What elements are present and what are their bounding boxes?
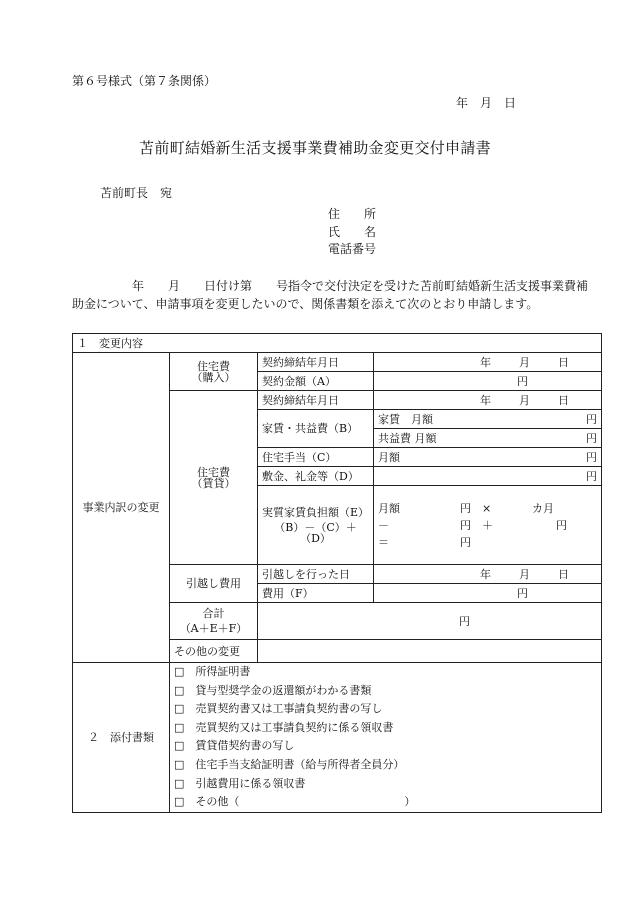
business-breakdown-label: 事業内訳の変更 <box>73 353 170 663</box>
deposit-label: 敷金、礼金等（D） <box>258 467 374 486</box>
attachment-item[interactable]: □ その他（ ） <box>174 795 416 809</box>
purchase-contract-date-label: 契約締結年月日 <box>258 353 374 372</box>
application-date: 年 月 日 <box>456 96 517 110</box>
housing-allowance-label: 住宅手当（C） <box>258 448 374 467</box>
attachment-item[interactable]: □ 引越費用に係る領収書 <box>174 776 306 790</box>
body-text: 年 月 日付け第 号指令で交付決定を受けた苫前町結婚新生活支援事業費補助金について、申請事項を変更したいので、関係書類を添えて次のとおり申請します。 <box>72 279 589 311</box>
moving-label: 引越し費用 <box>170 565 258 603</box>
actual-rent-calculation[interactable]: 月額 円 × カ月 － 円 ＋ 円 ＝ 円 <box>374 486 602 565</box>
total-label: 合計 （A＋E＋F） <box>170 603 258 640</box>
housing-allowance-field[interactable]: 月額 円 <box>374 448 602 467</box>
purchase-amount-field[interactable]: 円 <box>374 372 602 391</box>
attachment-item[interactable]: □ 住宅手当支給証明書（給与所得者全員分） <box>174 757 405 771</box>
rent-common-label: 家賃・共益費（B） <box>258 410 374 448</box>
attachment-item[interactable]: □ 貸与型奨学金の返還額がわかる書類 <box>174 683 372 697</box>
attachment-item[interactable]: □ 売買契約又は工事請負契約に係る領収書 <box>174 720 394 734</box>
deposit-field[interactable]: 円 <box>374 467 602 486</box>
attachment-item[interactable]: □ 所得証明書 <box>174 665 251 678</box>
attachment-item[interactable]: □ 賃貸借契約書の写し <box>174 739 295 753</box>
attachments-heading: ２ 添付書類 <box>73 663 170 813</box>
rent-contract-date-field[interactable]: 年 月 日 <box>374 391 602 410</box>
actual-rent-label: 実質家賃負担額（E） （B）－（C）＋（D） <box>258 486 374 565</box>
addressee: 苫前町長 宛 <box>100 186 173 200</box>
moving-cost-field[interactable]: 円 <box>374 584 602 603</box>
form-number: 第６号様式（第７条関係） <box>72 74 217 88</box>
section1-heading: １ 変更内容 <box>73 334 602 353</box>
housing-rent-label: 住宅費 （賃貸） <box>170 391 258 565</box>
phone-label: 電話番号 <box>328 242 377 256</box>
application-table <box>72 333 602 813</box>
total-field[interactable]: 円 <box>258 603 602 640</box>
moving-cost-label: 費用（F） <box>258 584 374 603</box>
document-title: 苫前町結婚新生活支援事業費補助金変更交付申請書 <box>139 139 491 157</box>
common-monthly-field[interactable]: 共益費 月額 円 <box>374 429 602 448</box>
moving-date-label: 引越しを行った日 <box>258 565 374 584</box>
rent-contract-date-label: 契約締結年月日 <box>258 391 374 410</box>
purchase-amount-label: 契約金額（A） <box>258 372 374 391</box>
housing-purchase-label: 住宅費 （購入） <box>170 353 258 391</box>
applicant-block <box>328 208 376 261</box>
purchase-contract-date-field[interactable]: 年 月 日 <box>374 353 602 372</box>
rent-monthly-field[interactable]: 家賃 月額 円 <box>374 410 602 429</box>
other-change-field[interactable] <box>258 640 602 663</box>
other-change-label: その他の変更 <box>170 640 258 663</box>
attachment-item[interactable]: □ 売買契約書又は工事請負契約書の写し <box>174 702 383 716</box>
address-label: 住 所 <box>328 207 377 221</box>
name-label: 氏 名 <box>328 224 377 239</box>
attachments-list <box>170 663 602 813</box>
moving-date-field[interactable]: 年 月 日 <box>374 565 602 584</box>
